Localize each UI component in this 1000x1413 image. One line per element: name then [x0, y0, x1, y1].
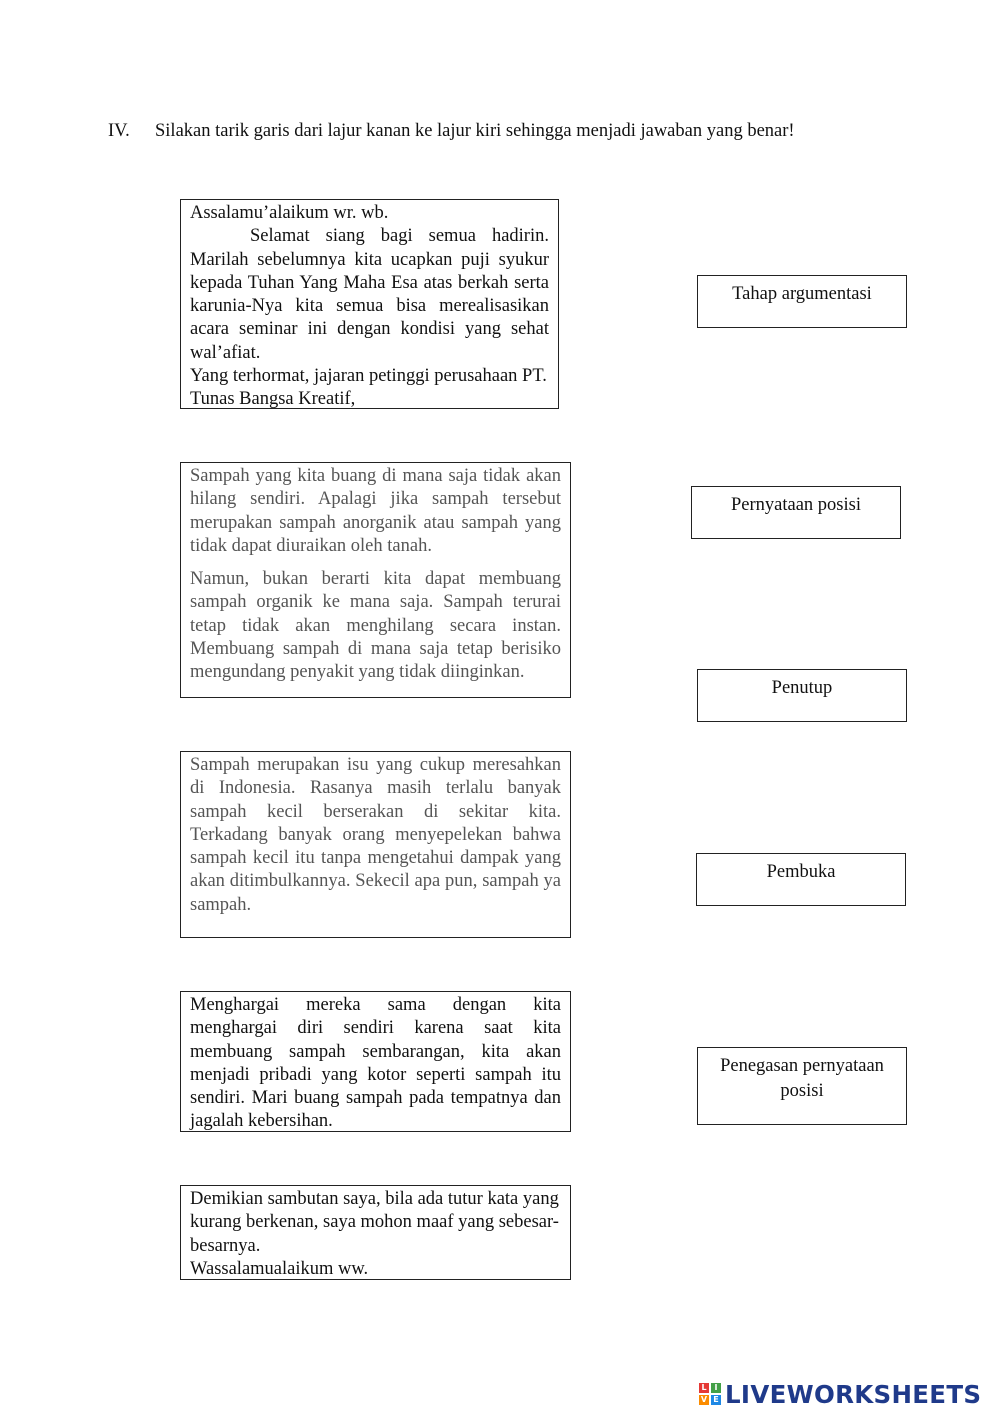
- label-pembuka[interactable]: [696, 853, 906, 906]
- closing-salutation: Wassalamualaikum ww.: [190, 1258, 369, 1279]
- logo-icon-square: V: [700, 1395, 708, 1404]
- position-paragraph: Sampah merupakan isu yang cukup meresahkan di Indonesia. Rasanya masih terlalu banyak sampah kecil berserakan di sekitar kita. Terkadang banyak orang menyepelekan bahwa sampah kecil itu tanpa mengetahui dampak yang akan ditimbulkannya. Sekecil apa pun, sampah ya sampah.: [190, 755, 561, 915]
- opening-paragraph: Selamat siang bagi semua hadirin. Marilah sebelumnya kita ucapkan puji syukur kepada Tuhan Yang Maha Esa atas berkah serta karunia-Nya kita semua bisa merealisasikan acara seminar ini dengan kondisi yang sehat wal’afiat.: [190, 226, 549, 363]
- instruction: [108, 119, 795, 143]
- respect-line: Yang terhormat, jajaran petinggi perusahaan PT. Tunas Bangsa Kreatif,: [190, 366, 547, 410]
- logo-text: LIVEWORKSHEETS: [725, 1379, 982, 1409]
- label-text: Penutup: [771, 678, 833, 698]
- reaffirmation-paragraph: Menghargai mereka sama dengan kita menghargai diri sendiri karena saat kita membuang sampah sembarangan, kita akan menjadi pribadi yang kotor seperti sampah itu sendiri. Mari buang sampah pada tempatnya dan jagalah kebersihan.: [190, 995, 561, 1132]
- logo-icon-square: E: [711, 1395, 721, 1405]
- argument-paragraph-1: Sampah yang kita buang di mana saja tidak akan hilang sendiri. Apalagi jika sampah tersebut merupakan sampah anorganik atau sampah yang tidak dapat diuraikan oleh tanah.: [190, 466, 561, 556]
- instruction-text: Silakan tarik garis dari lajur kanan ke lajur kiri sehingga menjadi jawaban yang benar!: [155, 121, 795, 141]
- logo-icon-square: L: [699, 1383, 709, 1393]
- label-text: Penegasan pernyataan posisi: [720, 1056, 884, 1101]
- argument-paragraph-2: Namun, bukan berarti kita dapat membuang sampah organik ke mana saja. Sampah terurai tetap tidak akan menghilang secara instan. Membuang sampah di mana saja tetap berisiko mengundang penyakit yang tidak diinginkan.: [190, 569, 561, 683]
- label-penutup[interactable]: [697, 669, 907, 722]
- closing-paragraph: Demikian sambutan saya, bila ada tutur kata yang kurang berkenan, saya mohon maaf yang sebesar-besarnya.: [190, 1189, 559, 1256]
- label-text: Tahap argumentasi: [732, 284, 872, 304]
- logo-icon-square: I: [711, 1383, 721, 1393]
- label-tahap-argumentasi[interactable]: [697, 275, 907, 328]
- answer-box-1: [180, 199, 559, 409]
- answer-box-5: [180, 1185, 571, 1280]
- answer-box-2: [180, 462, 571, 698]
- label-pernyataan-posisi[interactable]: [691, 486, 901, 539]
- label-text: Pembuka: [766, 862, 836, 882]
- greeting: Assalamu’alaikum wr. wb.: [190, 203, 389, 223]
- answer-box-3: [180, 751, 571, 938]
- instruction-number: IV.: [108, 121, 130, 141]
- liveworksheets-logo: [699, 1378, 981, 1410]
- logo-icon: [699, 1383, 721, 1405]
- answer-box-4: [180, 991, 571, 1132]
- label-text: Pernyataan posisi: [731, 495, 861, 515]
- label-penegasan-pernyataan-posisi[interactable]: [697, 1047, 907, 1125]
